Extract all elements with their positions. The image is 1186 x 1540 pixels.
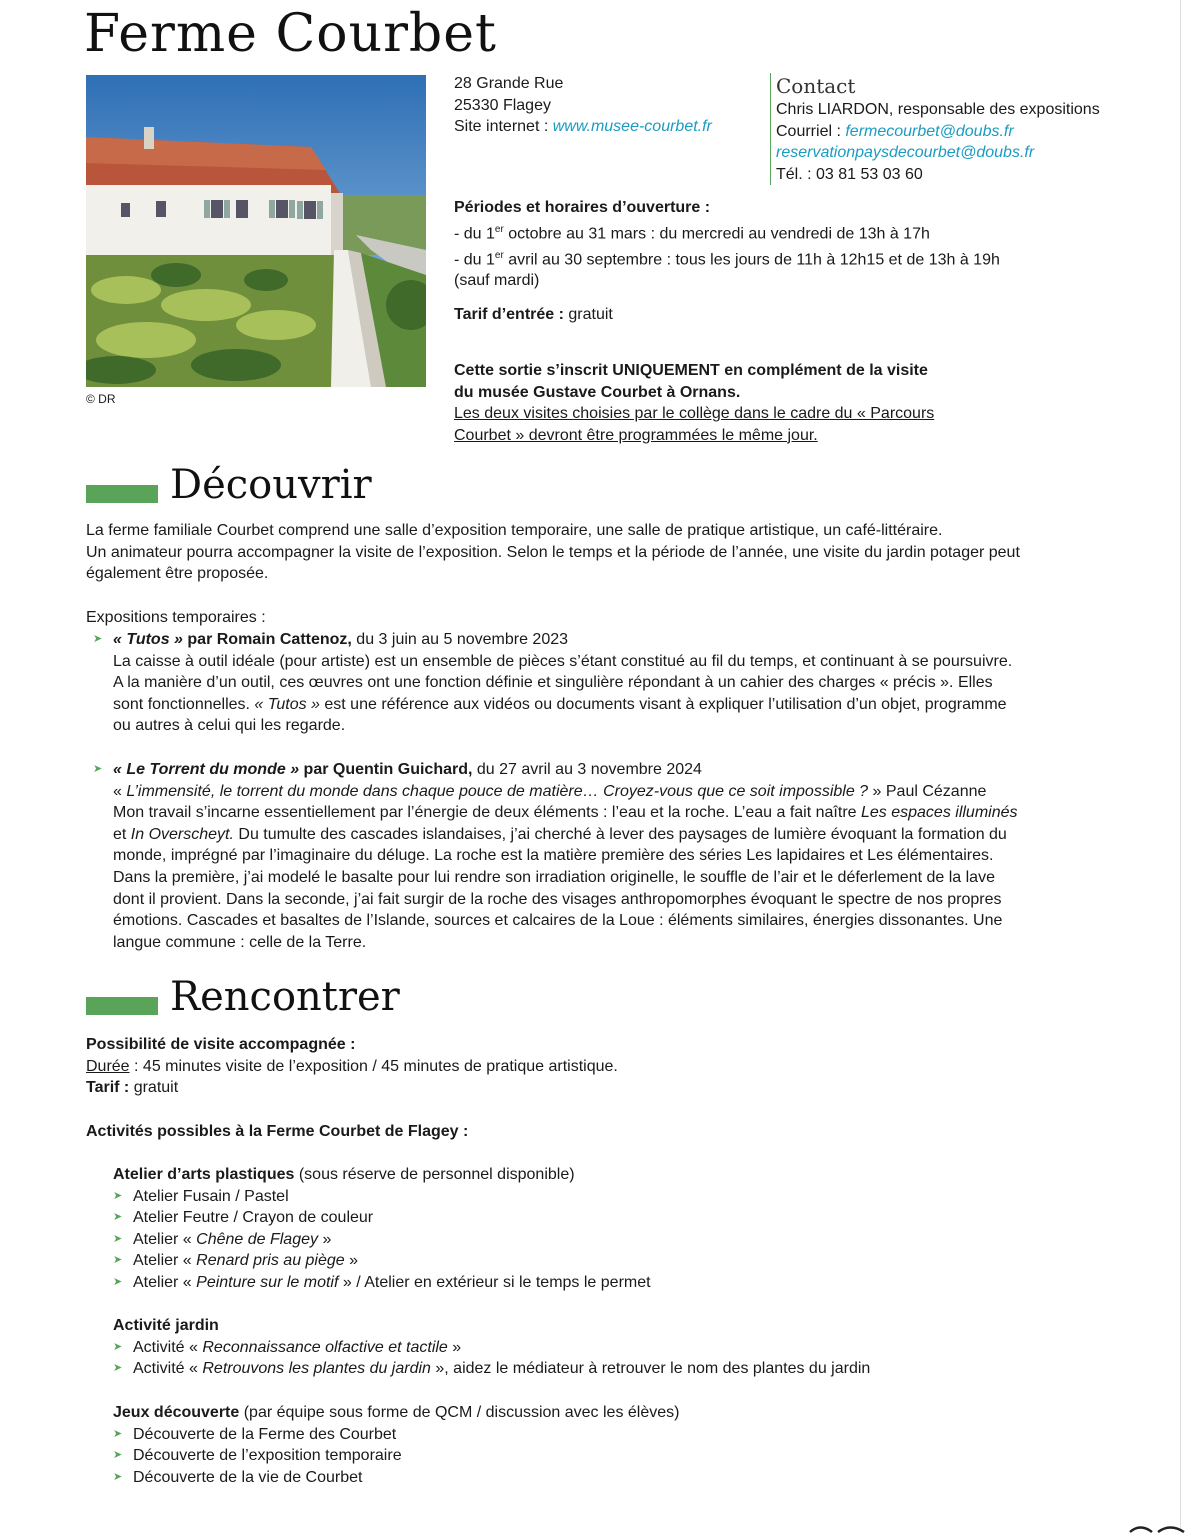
exhibition-2-line-2: [113, 824, 1123, 846]
jardin-list: [113, 1337, 1123, 1380]
email-link-2[interactable]: reservationpaysdecourbet@doubs.fr: [776, 144, 1035, 162]
exhibition-1: [93, 629, 1123, 737]
jardin-item-text: »: [447, 1338, 462, 1356]
address-line-2: 25330 Flagey: [454, 96, 551, 114]
contact-block: [770, 73, 1176, 185]
jeux-item-text: Découverte de la vie de Courbet: [133, 1468, 363, 1486]
exhibition-1-desc-3: [113, 694, 1123, 716]
jeux-note: (par équipe sous forme de QCM / discussion avec les élèves): [239, 1404, 680, 1421]
desc-3-start: sont fonctionnelles.: [113, 695, 255, 713]
note-underline-1: Les deux visites choisies par le collège dans le cadre du « Parcours: [454, 405, 935, 423]
exhibition-2-artist: par Quentin Guichard,: [299, 761, 473, 778]
jeux-item: [133, 1424, 1123, 1446]
desc-3-end: est une référence aux vidéos ou documents visant à expliquer l’utilisation d’un objet, programme: [319, 695, 1007, 713]
jardin-heading: Activité jardin: [113, 1317, 219, 1334]
entry-fee-value: gratuit: [568, 306, 613, 323]
jardin-item-italic: Reconnaissance olfactive et tactile: [202, 1338, 448, 1356]
section-bar: [86, 485, 158, 503]
hours-line-1: [454, 219, 1134, 245]
jardin-item-italic: Retrouvons les plantes du jardin: [202, 1360, 431, 1378]
page-title: Ferme Courbet: [84, 4, 497, 64]
arrow-icon: ➤: [93, 763, 103, 775]
atelier-block: [113, 1164, 1123, 1294]
opening-hours: [454, 197, 1134, 292]
jardin-item-text: », aidez le médiateur à retrouver le nom des plantes du jardin: [430, 1360, 871, 1378]
hours-line-1-sup: er: [494, 223, 504, 235]
line-1-text: Mon travail s’incarne essentiellement par l’énergie de deux éléments : l’eau et la roche. L’eau a fait naître: [113, 804, 861, 822]
exhibition-2-dates: du 27 avril au 3 novembre 2024: [472, 761, 702, 778]
activities-heading: Activités possibles à la Ferme Courbet de Flagey :: [86, 1123, 469, 1140]
intro-line-2: Un animateur pourra accompagner la visite de l’exposition. Selon le temps et la période de l’année, une visite du jardin potager peut: [86, 543, 1020, 561]
address-block: [454, 73, 754, 138]
expositions-heading: Expositions temporaires :: [86, 609, 266, 626]
line-1-italic: Les espaces illuminés: [860, 804, 1018, 822]
website-label: Site internet :: [454, 118, 553, 136]
exhibition-2-line-1: [113, 802, 1123, 824]
website-link[interactable]: www.musee-courbet.fr: [552, 118, 712, 136]
section-title-rencontrer: Rencontrer: [170, 974, 400, 1020]
atelier-item: [133, 1186, 1123, 1208]
jeux-item-text: Découverte de la Ferme des Courbet: [133, 1425, 397, 1443]
atelier-item-text: »: [318, 1230, 332, 1248]
atelier-heading: Atelier d’arts plastiques: [113, 1166, 295, 1183]
quote-close: » Paul Cézanne: [868, 782, 987, 800]
exhibition-1-desc-1: La caisse à outil idéale (pour artiste) est un ensemble de pièces s’étant constitué au fil du temps, et continuant à se poursuivre.: [113, 652, 1013, 670]
decouvrir-intro: [86, 520, 1116, 585]
section-title-decouvrir: Découvrir: [170, 462, 372, 508]
jeux-item-text: Découverte de l’exposition temporaire: [133, 1447, 402, 1465]
atelier-heading-row: [113, 1164, 1123, 1186]
atelier-item-text: Atelier Feutre / Crayon de couleur: [133, 1209, 374, 1227]
atelier-item-text: »: [344, 1252, 359, 1270]
website-row: [454, 116, 754, 138]
contact-person: Chris LIARDON, responsable des expositions: [776, 101, 1100, 118]
photo-credit: © DR: [86, 392, 116, 406]
jardin-item: [133, 1358, 1123, 1380]
email-link-1[interactable]: fermecourbet@doubs.fr: [845, 122, 1014, 140]
hours-line-1-start: - du 1: [454, 224, 495, 242]
contact-phone: Tél. : 03 81 53 03 60: [776, 165, 923, 183]
fee-label: Tarif :: [86, 1079, 134, 1097]
line-2-end: Du tumulte des cascades islandaises, j’ai cherché à lever des paysages de lumière évoquant la formation du: [233, 825, 1007, 843]
entry-fee: [454, 304, 613, 326]
jeux-heading: Jeux découverte: [113, 1404, 240, 1421]
atelier-item-italic: Renard pris au piège: [196, 1252, 345, 1270]
email-row: [776, 121, 1176, 143]
exhibition-1-desc-4: ou autres à celui qui les regarde.: [113, 717, 346, 735]
note-bold-2: du musée Gustave Courbet à Ornans.: [454, 383, 741, 401]
jardin-item: [133, 1337, 1123, 1359]
note-underline-2: Courbet » devront être programmées le même jour.: [454, 426, 818, 444]
farm-photo: [86, 75, 426, 387]
fee-value: gratuit: [133, 1079, 179, 1097]
jeux-list: [113, 1424, 1123, 1489]
guided-visit-heading: Possibilité de visite accompagnée :: [86, 1036, 356, 1053]
atelier-item: [133, 1272, 1123, 1294]
atelier-item-italic: Chêne de Flagey: [196, 1230, 318, 1248]
duration-value: : 45 minutes visite de l’exposition / 45 minutes de pratique artistique.: [129, 1057, 618, 1075]
arrow-icon: ➤: [93, 633, 103, 645]
atelier-item: [133, 1229, 1123, 1251]
atelier-item-italic: Peinture sur le motif: [196, 1273, 339, 1291]
exhibition-1-title-row: [93, 629, 1123, 651]
visit-note: [454, 360, 1014, 446]
hours-line-3: (sauf mardi): [454, 272, 540, 290]
hours-line-1-end: octobre au 31 mars : du mercredi au vendredi de 13h à 17h: [503, 224, 930, 242]
exhibition-1-title: « Tutos »: [113, 631, 183, 648]
exhibition-2-line-4: Dans la première, j’ai modelé le basalte pour lui rendre son irradiation originelle, le souffle de l’air et le déferlement de la lave: [113, 868, 995, 886]
jeux-item: [133, 1445, 1123, 1467]
hours-line-2-start: - du 1: [454, 250, 495, 268]
line-2-start: et: [113, 825, 131, 843]
jardin-block: [113, 1315, 1123, 1380]
desc-3-italic: « Tutos »: [254, 695, 320, 713]
jardin-item-text: Activité «: [133, 1338, 203, 1356]
exhibition-2-line-5: dont il provient. Dans la seconde, j’ai fait surgir de la roche des visages anthropomorphes évoquant le spectre de nos propres: [113, 890, 1002, 908]
atelier-item: [133, 1207, 1123, 1229]
duration-row: [86, 1056, 1116, 1078]
address-line-1: 28 Grande Rue: [454, 75, 564, 92]
atelier-note: (sous réserve de personnel disponible): [294, 1166, 575, 1183]
jeux-item: [133, 1467, 1123, 1489]
hours-line-2: [454, 245, 1134, 271]
quote-open: «: [113, 782, 127, 800]
jeux-block: [113, 1402, 1123, 1488]
jardin-item-text: Activité «: [133, 1360, 203, 1378]
fee-row: [86, 1077, 1116, 1099]
exhibition-2-line-3: monde, imprégné par l’imaginaire du déluge. La roche est la matière première des séries Les lapidaires et Les élémentaires.: [113, 847, 994, 865]
atelier-item: [133, 1250, 1123, 1272]
atelier-item-text: » / Atelier en extérieur si le temps le permet: [338, 1273, 651, 1291]
line-2-italic: In Overscheyt.: [130, 825, 234, 843]
hours-heading: Périodes et horaires d’ouverture :: [454, 199, 711, 216]
page-edge-line: [1180, 0, 1181, 1530]
atelier-item-text: Atelier «: [133, 1273, 197, 1291]
exhibition-2-line-7: langue commune : celle de la Terre.: [113, 933, 367, 951]
page-number-fragment: [1128, 1518, 1186, 1530]
exhibition-2: [93, 759, 1123, 953]
contact-heading: Contact: [776, 74, 856, 98]
exhibition-1-dates: du 3 juin au 5 novembre 2023: [351, 631, 569, 648]
email-label: Courriel :: [776, 122, 846, 140]
hours-line-2-sup: er: [494, 249, 504, 261]
hours-line-2-end: avril au 30 septembre : tous les jours de 11h à 12h15 et de 13h à 19h: [503, 250, 1000, 268]
atelier-item-text: Atelier Fusain / Pastel: [133, 1187, 289, 1205]
exhibition-2-line-6: émotions. Cascades et basaltes de l’Islande, sources et calcaires de la Loue : éléments similaires, énergies dissonantes. Une: [113, 912, 1003, 930]
section-bar: [86, 997, 158, 1015]
atelier-item-text: Atelier «: [133, 1252, 197, 1270]
note-bold-1: Cette sortie s’inscrit UNIQUEMENT en complément de la visite: [454, 362, 928, 379]
jeux-heading-row: [113, 1402, 1123, 1424]
atelier-item-text: Atelier «: [133, 1230, 197, 1248]
entry-fee-label: Tarif d’entrée :: [454, 306, 569, 323]
atelier-list: [113, 1186, 1123, 1294]
quote-text: L’immensité, le torrent du monde dans chaque pouce de matière… Croyez-vous que ce soit impossible ?: [126, 782, 869, 800]
intro-line-3: également être proposée.: [86, 565, 269, 583]
duration-label: Durée: [86, 1057, 130, 1075]
intro-line-1: La ferme familiale Courbet comprend une salle d’exposition temporaire, une salle de pratique artistique, un café-littéraire.: [86, 522, 943, 539]
exhibition-2-title-row: [93, 759, 1123, 781]
exhibition-1-desc-2: A la manière d’un outil, ces œuvres ont une fonction définie et singulière répondant à un cahier des charges « précis ». Elles: [113, 674, 993, 692]
exhibition-2-title: « Le Torrent du monde »: [113, 761, 300, 778]
exhibition-2-quote: [113, 781, 1123, 803]
exhibition-1-artist: par Romain Cattenoz,: [182, 631, 352, 648]
guided-visit-block: [86, 1034, 1116, 1099]
